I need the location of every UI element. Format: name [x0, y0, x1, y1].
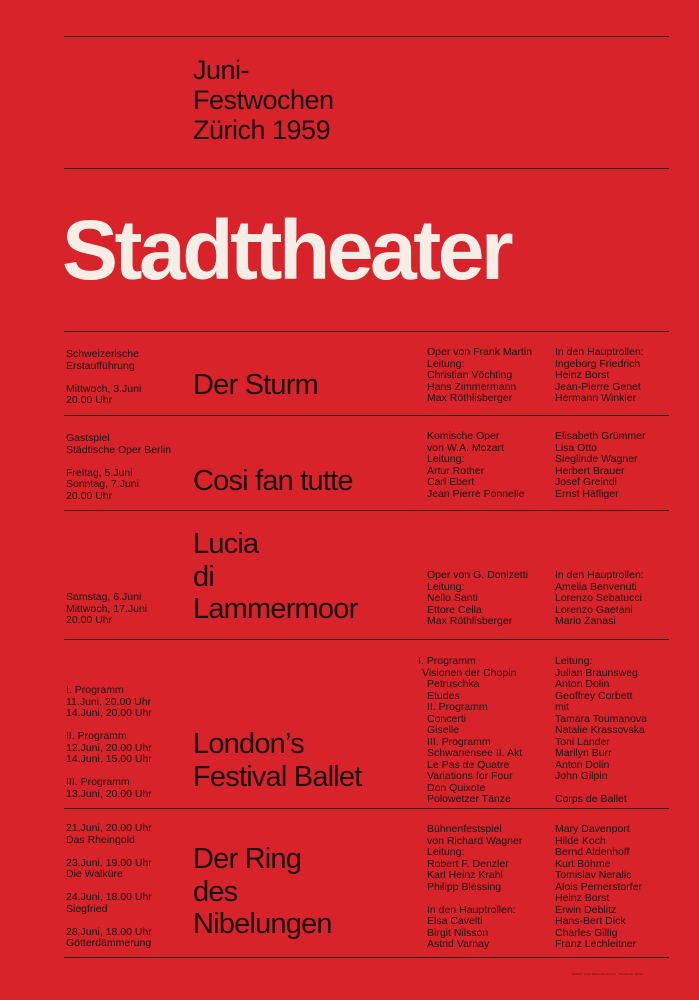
info-line: Carl Ebert: [427, 476, 475, 488]
info-line: Nello Santi: [427, 592, 478, 604]
info-line: mit: [555, 701, 569, 713]
info-line: [427, 893, 522, 905]
info-line: Heinz Borst: [555, 892, 610, 904]
info-line: In den Hauptrollen:: [427, 903, 516, 916]
performance-credits: [427, 824, 522, 951]
title-line: Lammermoor: [193, 593, 358, 625]
performance-title: [193, 843, 332, 941]
info-line: 20.00 Uhr: [66, 489, 113, 502]
heading-line: Zürich 1959: [193, 115, 331, 145]
divider-rule: [64, 168, 669, 169]
info-line: Lorenzo Gaetani: [555, 603, 633, 616]
info-line: Leitung:: [427, 846, 465, 858]
info-line: Variations for Four: [427, 770, 513, 782]
info-line: Artur Rother: [427, 464, 485, 477]
info-line: Ernst Häfliger: [555, 487, 619, 500]
info-line: Anton Dolin: [555, 678, 610, 690]
info-line: Visionen der Chopin: [422, 666, 517, 679]
info-line: Oper von Frank Martin: [427, 346, 533, 358]
info-line: Anton Dolin: [555, 758, 610, 771]
info-line: Oper von G. Donizetti: [427, 569, 528, 581]
info-line: Karl Heinz Krahl: [427, 869, 503, 881]
title-line: Lucia: [193, 528, 259, 560]
info-line: 23.Juni, 19.00 Uhr: [66, 856, 152, 869]
performance-credits: [427, 431, 524, 500]
info-line: III. Programm: [66, 776, 130, 788]
info-line: Corps de Ballet: [555, 793, 627, 805]
info-line: Das Rheingold: [66, 833, 135, 846]
info-line: Samstag, 6.Juni: [66, 591, 142, 603]
info-line: Schwanensee II. Akt: [427, 747, 523, 759]
info-line: Mittwoch, 3.Juni: [66, 382, 142, 395]
info-line: Jean Pierre Ponnelle: [427, 487, 525, 500]
title-line: di: [193, 560, 214, 593]
divider-rule: [64, 36, 669, 37]
info-line: Christian Vöchting: [427, 369, 513, 381]
info-line: Petruschka: [427, 678, 480, 690]
info-line: Alois Pernerstorfer: [555, 880, 642, 893]
performance-cast: [555, 431, 645, 500]
performance-dates: [66, 685, 152, 800]
info-line: Le Pas de Quatre: [427, 758, 510, 771]
info-line: Tamara Toumanova: [555, 712, 648, 725]
info-line: Bernd Aldenhoff: [555, 846, 630, 858]
info-line: Mittwoch, 17.Juni: [66, 602, 148, 615]
info-line: II. Programm: [427, 701, 488, 713]
info-line: 21.Juni, 20.00 Uhr: [66, 822, 152, 834]
info-line: Giselle: [427, 724, 460, 736]
info-line: [66, 846, 152, 858]
info-line: II. Programm: [66, 730, 127, 742]
info-line: 24.Juni, 18.00 Uhr: [66, 891, 152, 903]
performance-cast: [555, 656, 647, 806]
info-line: Franz Lechleitner: [555, 938, 637, 950]
info-line: Josef Greindl: [555, 476, 617, 488]
info-line: Sieglinde Wagner: [555, 453, 638, 465]
divider-rule: [64, 510, 669, 511]
info-line: Die Walküre: [66, 868, 123, 880]
info-line: Charles Gillig: [555, 926, 618, 939]
info-line: Don Quixote: [427, 781, 486, 794]
info-line: 14.Juni, 15.00 Uhr: [66, 753, 152, 765]
info-line: Lorenzo Sebatucci: [555, 592, 642, 604]
info-line: Mary Davenport: [555, 823, 630, 835]
title-line: Cosi fan tutte: [193, 465, 353, 497]
performance-title: [193, 369, 318, 402]
title-line: des: [193, 875, 238, 908]
info-line: In den Hauptrollen:: [555, 569, 644, 581]
info-line: Komische Oper: [427, 430, 500, 442]
divider-rule: [64, 808, 669, 809]
info-line: I. Programm: [66, 684, 124, 696]
info-line: von W.A. Mozart: [427, 441, 505, 454]
info-line: Leitung:: [427, 580, 465, 593]
performance-cast: [555, 570, 644, 628]
info-line: 12.Juni, 20.00 Uhr: [66, 741, 152, 754]
info-line: 28.Juni, 18.00 Uhr: [66, 925, 152, 938]
printer-credit: Entwurf: Josef Müller-Brockmann · Buchdruck: Zürich: [572, 972, 644, 976]
performance-dates: [66, 433, 171, 502]
divider-rule: [64, 331, 669, 332]
performance-program: [418, 656, 522, 806]
info-line: Max Röthlisberger: [427, 392, 513, 404]
divider-rule: [64, 415, 669, 416]
performance-dates: [66, 349, 141, 407]
performance-cast: [555, 347, 644, 405]
info-line: Natalie Krassovska: [555, 724, 645, 736]
info-line: Kurt Böhme: [555, 857, 611, 870]
info-line: 20.00 Uhr: [66, 614, 113, 626]
performance-dates: [66, 823, 152, 950]
info-line: Marilyn Burr: [555, 747, 612, 759]
info-line: Städtische Oper Berlin: [66, 443, 172, 456]
info-line: Geoffrey Corbett: [555, 689, 633, 702]
info-line: Polowetzer Tänze: [427, 793, 511, 805]
info-line: Birgit Nilsson: [427, 926, 489, 939]
heading-line: Juni-: [193, 55, 250, 85]
performance-credits: [427, 347, 532, 405]
info-line: Hermann Winkler: [555, 392, 637, 404]
info-line: Ettore Cella: [427, 603, 482, 616]
info-line: [66, 372, 141, 384]
festival-heading: [193, 55, 334, 145]
info-line: Hilde Koch: [555, 834, 606, 847]
info-line: Tomislav Neralic: [555, 869, 632, 881]
info-line: Leitung:: [427, 453, 465, 465]
performance-title: [193, 728, 362, 793]
info-line: 14.Juni, 20.00 Uhr: [66, 707, 152, 719]
title-line: Der Sturm: [193, 369, 318, 401]
info-line: Max Röthlisberger: [427, 615, 513, 627]
info-line: Robert F. Denzler: [427, 857, 509, 870]
title-line: Nibelungen: [193, 908, 332, 940]
info-line: Lisa Otto: [555, 441, 598, 454]
performance-credits: [427, 570, 528, 628]
info-line: Bühnenfestspiel: [427, 823, 502, 835]
info-line: I. Programm: [418, 655, 476, 667]
info-line: John Gilpin: [555, 770, 608, 782]
info-line: Freitag, 5.Juni: [66, 466, 133, 479]
heading-line: Festwochen: [193, 85, 334, 115]
info-line: Erwin Deblitz: [555, 903, 617, 916]
info-line: Julian Braunsweg: [555, 666, 638, 679]
info-line: In den Hauptrollen:: [555, 346, 644, 358]
info-line: Astrid Varnay: [427, 938, 490, 950]
info-line: Hans-Bert Dick: [555, 915, 626, 927]
info-line: 11.Juni, 20.00 Uhr: [66, 695, 152, 708]
info-line: Elisabeth Grümmer: [555, 430, 646, 442]
info-line: Leitung:: [427, 357, 465, 370]
info-line: [66, 456, 171, 468]
info-line: Hans Zimmermann: [427, 380, 517, 393]
info-line: Mario Zanasi: [555, 615, 616, 627]
info-line: Elsa Cavelti: [427, 915, 483, 927]
info-line: 20.00 Uhr: [66, 394, 113, 406]
info-line: 13.Juni, 20.00 Uhr: [66, 787, 152, 800]
title-line: London’s: [193, 728, 304, 760]
performance-title: [193, 528, 357, 626]
divider-rule: [64, 639, 669, 640]
info-line: Herbert Brauer: [555, 464, 625, 477]
info-line: Gastspiel: [66, 432, 110, 444]
info-line: Erstaufführung: [66, 359, 135, 372]
title-line: Festival Ballet: [193, 760, 362, 793]
info-line: Etudes: [427, 689, 460, 702]
info-line: Sonntag, 7.Juni: [66, 478, 139, 490]
info-line: [66, 915, 152, 927]
info-line: Concerti: [427, 712, 467, 725]
performance-cast: [555, 824, 642, 951]
info-line: Philipp Blessing: [427, 880, 502, 893]
info-line: Toni Lander: [555, 735, 610, 748]
info-line: Ingeborg Friedrich: [555, 357, 641, 370]
performance-dates: [66, 592, 147, 627]
info-line: Leitung:: [555, 655, 593, 667]
info-line: Schweizerische: [66, 348, 139, 360]
title-line: Der Ring: [193, 843, 302, 875]
info-line: III. Programm: [427, 735, 491, 748]
performance-title: [193, 465, 353, 498]
divider-rule: [64, 957, 669, 958]
info-line: von Richard Wagner: [427, 834, 523, 847]
main-title: Stadttheater: [62, 203, 511, 297]
info-line: Heinz Borst: [555, 369, 610, 381]
info-line: Götterdämmerung: [66, 937, 152, 949]
info-line: Siegfried: [66, 902, 108, 915]
info-line: Jean-Pierre Genet: [555, 380, 641, 393]
info-line: Amelia Benvenuti: [555, 580, 637, 593]
